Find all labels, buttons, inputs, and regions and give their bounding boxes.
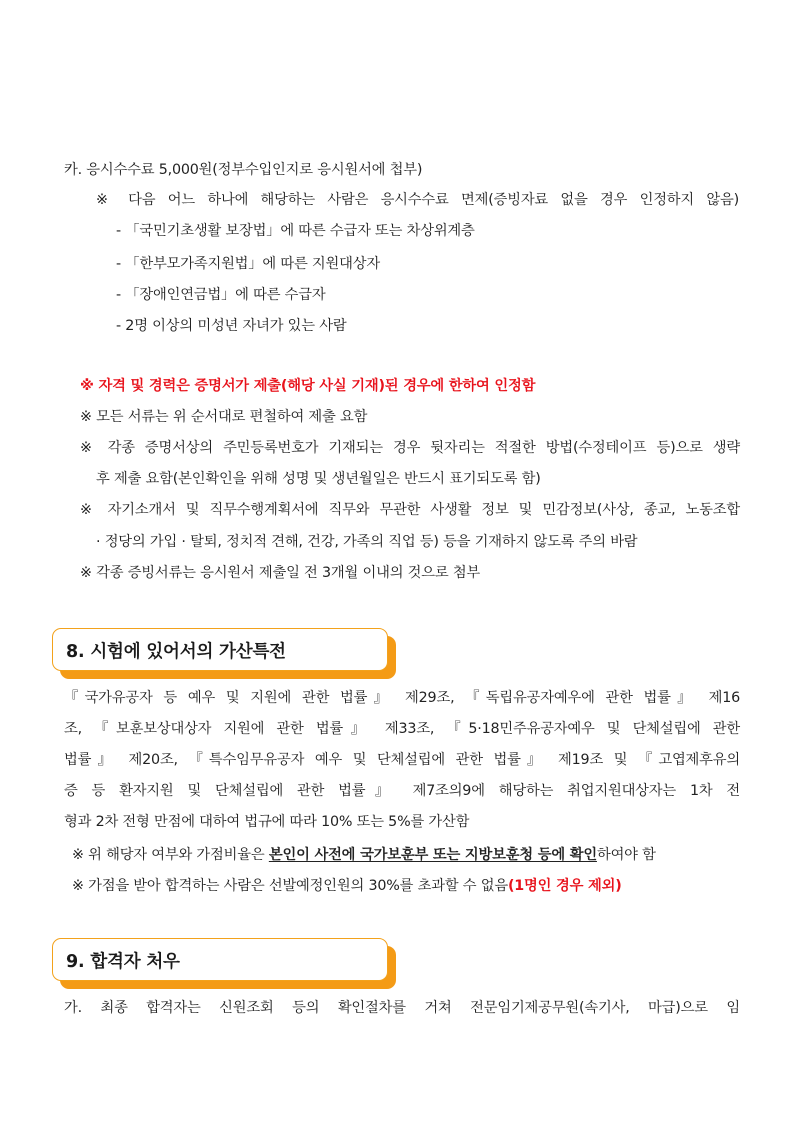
- section-9-header: [52, 938, 388, 981]
- highlight-note: ※ 자격 및 경력은 증명서가 제출(해당 사실 기재)된 경우에 한하여 인정함: [80, 378, 536, 394]
- fee-item: - 2명 이상의 미성년 자녀가 있는 사람: [116, 318, 347, 334]
- fee-item: - 「장애인연금법」에 따른 수급자: [116, 287, 326, 303]
- section-8-paragraph-line: 형과 2차 전형 만점에 대하여 법규에 따라 10% 또는 5%를 가산함: [64, 814, 470, 830]
- section-9-title: 9. 합격자 처우: [66, 952, 180, 972]
- fee-item: - 「국민기초생활 보장법」에 따른 수급자 또는 차상위계층: [116, 223, 475, 239]
- section-8-note-verify: [72, 845, 656, 865]
- section-8-paragraph-line: 『국가유공자 등 예우 및 지원에 관한 법률』 제29조, 『독립유공자예우에 관한 법률』 제16: [64, 690, 740, 706]
- note-resident-number-1: ※ 각종 증명서상의 주민등록번호가 기재되는 경우 뒷자리는 적절한 방법(수정테이프 등)으로 생략: [80, 440, 740, 456]
- section-8-title: 8. 시험에 있어서의 가산특전: [66, 642, 286, 662]
- section-9-paragraph: 가. 최종 합격자는 신원조회 등의 확인절차를 거쳐 전문임기제공무원(속기사, 마급)으로 임: [64, 1000, 740, 1016]
- section-8-paragraph-line: 법률』 제20조, 『특수임무유공자 예우 및 단체설립에 관한 법률』 제19조 및 『고엽제후유의: [64, 752, 740, 768]
- note-document-date: ※ 각종 증빙서류는 응시원서 제출일 전 3개월 이내의 것으로 첨부: [80, 565, 481, 581]
- section-8-paragraph-line: 조, 『보훈보상대상자 지원에 관한 법률』 제33조, 『5·18민주유공자예우 및 단체설립에 관한: [64, 721, 740, 737]
- fee-item: - 「한부모가족지원법」에 따른 지원대상자: [116, 256, 380, 272]
- section-8-paragraph-line: 증 등 환자지원 및 단체설립에 관한 법률』 제7조의9에 해당하는 취업지원대상자는 1차 전: [64, 783, 740, 799]
- note-verify-emphasis: 본인이 사전에 국가보훈부 또는 지방보훈청 등에 확인: [268, 847, 597, 863]
- note-limit-exception: (1명인 경우 제외): [507, 878, 622, 894]
- note-verify-suffix: 하여야 함: [596, 847, 656, 863]
- fee-heading: 카. 응시수수료 5,000원(정부수입인지로 응시원서에 첩부): [64, 162, 423, 178]
- note-privacy-1: ※ 자기소개서 및 직무수행계획서에 직무와 무관한 사생활 정보 및 민감정보(사상, 종교, 노동조합: [80, 502, 740, 518]
- note-verify-prefix: ※ 위 해당자 여부와 가점비율은: [72, 847, 269, 863]
- section-8-header: [52, 628, 388, 671]
- fee-exemption-note: ※ 다음 어느 하나에 해당하는 사람은 응시수수료 면제(증빙자료 없을 경우 인정하지 않음): [96, 192, 739, 208]
- section-8-note-limit: [72, 876, 622, 896]
- note-compile-order: ※ 모든 서류는 위 순서대로 편철하여 제출 요함: [80, 409, 368, 425]
- note-resident-number-2: 후 제출 요함(본인확인을 위해 성명 및 생년월일은 반드시 표기되도록 함): [96, 471, 541, 487]
- note-limit-prefix: ※ 가점을 받아 합격하는 사람은 선발예정인원의 30%를 초과할 수 없음: [72, 878, 508, 894]
- note-privacy-2: · 정당의 가입 · 탈퇴, 정치적 견해, 건강, 가족의 직업 등) 등을 기재하지 않도록 주의 바람: [96, 534, 638, 550]
